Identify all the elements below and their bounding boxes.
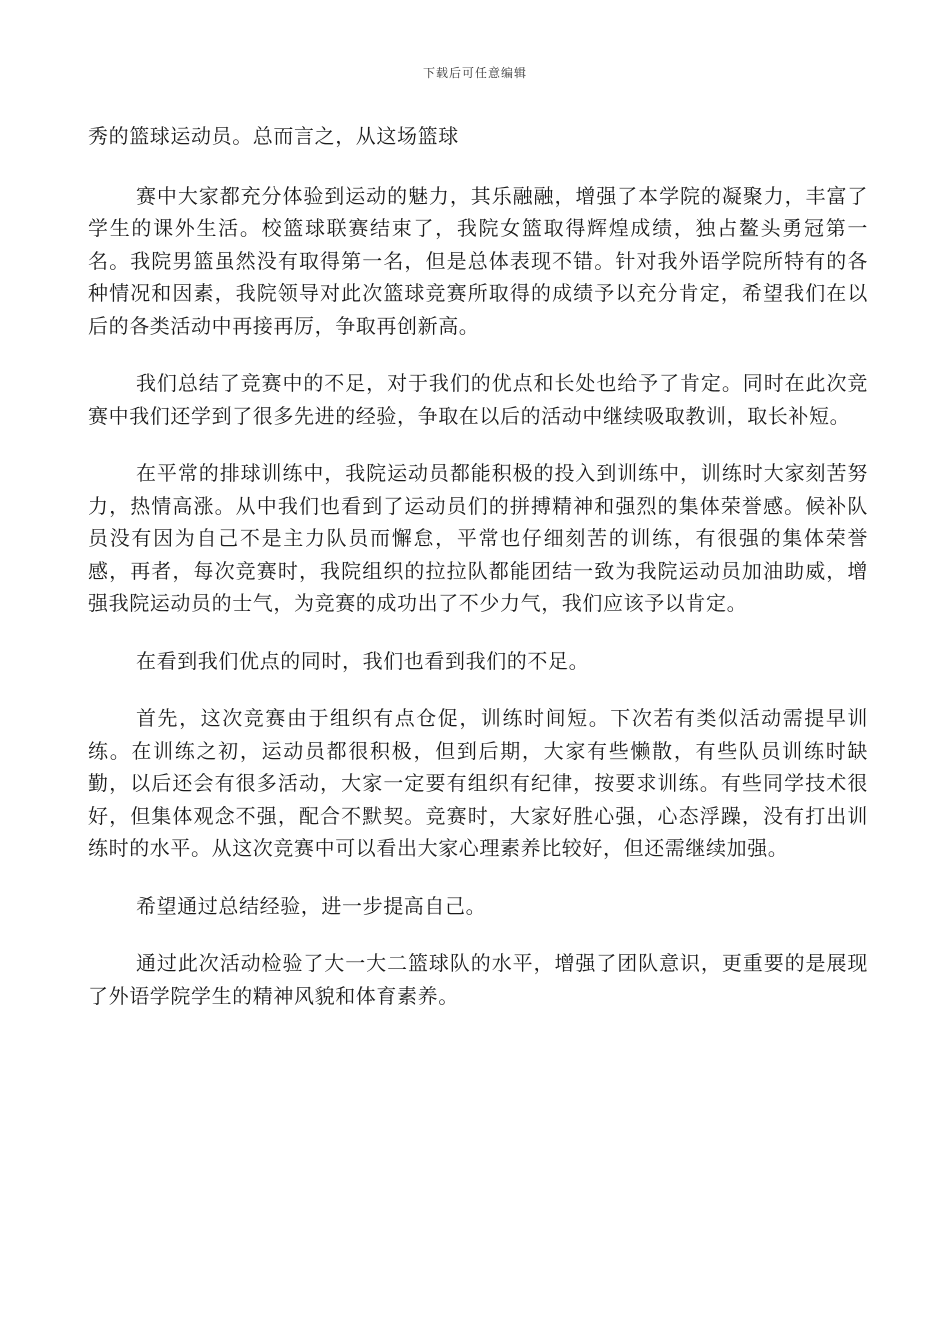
paragraph: 通过此次活动检验了大一大二篮球队的水平，增强了团队意识，更重要的是展现了外语学院学生的精神风貌和体育素养。 (88, 951, 868, 1008)
paragraph: 在平常的排球训练中，我院运动员都能积极的投入到训练中，训练时大家刻苦努力，热情高涨。从中我们也看到了运动员们的拼搏精神和强烈的集体荣誉感。候补队员没有因为自己不是主力队员而懈怠，平常也仔细刻苦的训练，有很强的集体荣誉感，再者，每次竞赛时，我院组织的拉拉队都能团结一致为我院运动员加油助威，增强我院运动员的士气，为竞赛的成功出了不少力气，我们应该予以肯定。 (88, 461, 868, 615)
paragraph: 赛中大家都充分体验到运动的魅力，其乐融融，增强了本学院的凝聚力，丰富了学生的课外生活。校篮球联赛结束了，我院女篮取得辉煌成绩，独占鳌头勇冠第一名。我院男篮虽然没有取得第一名，但是总体表现不错。针对我外语学院所特有的各种情况和因素，我院领导对此次篮球竞赛所取得的成绩予以充分肯定，希望我们在以后的各类活动中再接再厉，争取再创新高。 (88, 183, 868, 338)
paragraph: 在看到我们优点的同时，我们也看到我们的不足。 (136, 648, 590, 673)
page-header-note: 下载后可任意编辑 (422, 66, 527, 80)
document-body (88, 120, 868, 1037)
paragraph-continuation: 秀的篮球运动员。总而言之，从这场篮球 (88, 124, 459, 148)
paragraph: 首先，这次竞赛由于组织有点仓促，训练时间短。下次若有类似活动需提早训练。在训练之初，运动员都很积极，但到后期，大家有些懒散，有些队员训练时缺勤，以后还会有很多活动，大家一定要有组织有纪律，按要求训练。有些同学技术很好，但集体观念不强，配合不默契。竞赛时，大家好胜心强，心态浮躁，没有打出训练时的水平。从这次竞赛中可以看出大家心理素养比较好，但还需继续加强。 (88, 706, 868, 860)
paragraph: 我们总结了竞赛中的不足，对于我们的优点和长处也给予了肯定。同时在此次竞赛中我们还学到了很多先进的经验，争取在以后的活动中继续吸取教训，取长补短。 (88, 371, 868, 428)
paragraph: 希望通过总结经验，进一步提高自己。 (136, 893, 487, 918)
